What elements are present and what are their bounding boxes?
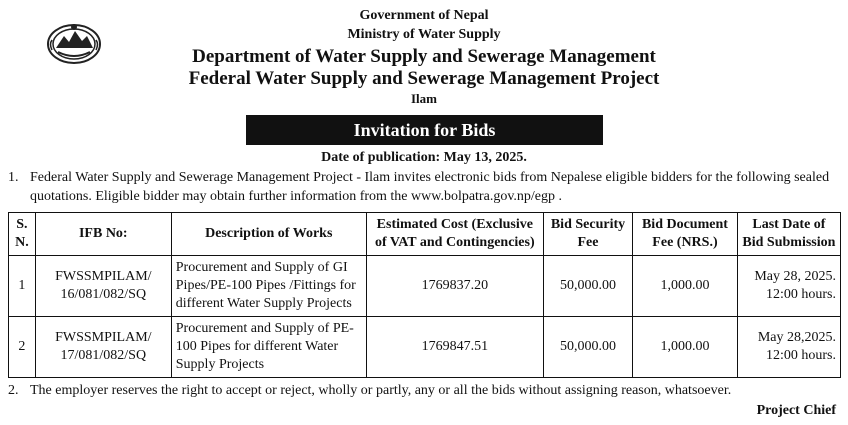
- header-security-line2: Fee: [577, 235, 599, 250]
- cell-security: 50,000.00: [543, 317, 632, 378]
- cell-document: 1,000.00: [633, 317, 738, 378]
- paragraph-2-number: 2.: [8, 383, 19, 398]
- table-row: [9, 256, 841, 317]
- header-estimated-cost: [366, 213, 543, 256]
- cell-description: Procurement and Supply of PE-100 Pipes for different Water Supply Projects: [171, 317, 366, 378]
- header-bid-security: [543, 213, 632, 256]
- cell-ifb: [35, 256, 171, 317]
- cell-date-line2: 12:00 hours.: [766, 348, 836, 363]
- cell-ifb-line1: FWSSMPILAM/: [55, 330, 152, 345]
- cell-cost: 1769837.20: [366, 256, 543, 317]
- cell-document: 1,000.00: [633, 256, 738, 317]
- cell-security: 50,000.00: [543, 256, 632, 317]
- paragraph-1-text: Federal Water Supply and Sewerage Management Project - Ilam invites electronic bids from Nepalese eligible bidders for the following sealed quotations. Eligible bidder may obtain further information from the www.bolpatra.gov.np/egp .: [30, 170, 830, 204]
- header-description: Description of Works: [171, 213, 366, 256]
- department-title: Department of Water Supply and Sewerage Management: [192, 46, 656, 67]
- header-cost-line1: Estimated Cost (Exclusive: [376, 217, 533, 232]
- table-header-row: [9, 213, 841, 256]
- header-security-line1: Bid Security: [550, 217, 626, 232]
- header-sn-line2: N.: [15, 235, 29, 250]
- invitation-banner: Invitation for Bids: [246, 115, 603, 145]
- cell-date: [737, 256, 840, 317]
- cell-sn: 2: [9, 317, 36, 378]
- cell-ifb: [35, 317, 171, 378]
- cell-date-line1: May 28,2025.: [757, 330, 836, 345]
- cell-date: [737, 317, 840, 378]
- cell-cost: 1769847.51: [366, 317, 543, 378]
- header-date-line1: Last Date of: [752, 217, 826, 232]
- header-document-line2: Fee (NRS.): [652, 235, 718, 250]
- cell-ifb-line2: 17/081/082/SQ: [60, 348, 147, 363]
- header-last-date: [737, 213, 840, 256]
- header-date-line2: Bid Submission: [742, 235, 836, 250]
- signature-project-chief: Project Chief: [756, 403, 836, 418]
- cell-date-line2: 12:00 hours.: [766, 287, 836, 302]
- cell-ifb-line2: 16/081/082/SQ: [60, 287, 147, 302]
- paragraph-2-text: The employer reserves the right to accept or reject, wholly or partly, any or all the bids without assigning reason, whatsoever.: [30, 383, 732, 398]
- project-title: Federal Water Supply and Sewerage Management Project: [188, 68, 660, 89]
- header-ifb: IFB No:: [35, 213, 171, 256]
- ministry-title: Ministry of Water Supply: [347, 27, 501, 42]
- header-document-line1: Bid Document: [641, 217, 728, 232]
- cell-ifb-line1: FWSSMPILAM/: [55, 269, 152, 284]
- cell-description: Procurement and Supply of GI Pipes/PE-100 Pipes /Fittings for different Water Supply Projects: [171, 256, 366, 317]
- publication-date: Date of publication: May 13, 2025.: [321, 150, 527, 165]
- bids-table: [8, 212, 841, 378]
- header-sn: [9, 213, 36, 256]
- location-label: Ilam: [411, 91, 437, 106]
- paragraph-1-number: 1.: [8, 170, 19, 185]
- cell-date-line1: May 28, 2025.: [754, 269, 836, 284]
- cell-sn: 1: [9, 256, 36, 317]
- table-row: [9, 317, 841, 378]
- header-bid-document: [633, 213, 738, 256]
- header-sn-line1: S.: [16, 217, 28, 232]
- header-cost-line2: of VAT and Contingencies): [375, 235, 535, 250]
- government-title: Government of Nepal: [359, 8, 489, 23]
